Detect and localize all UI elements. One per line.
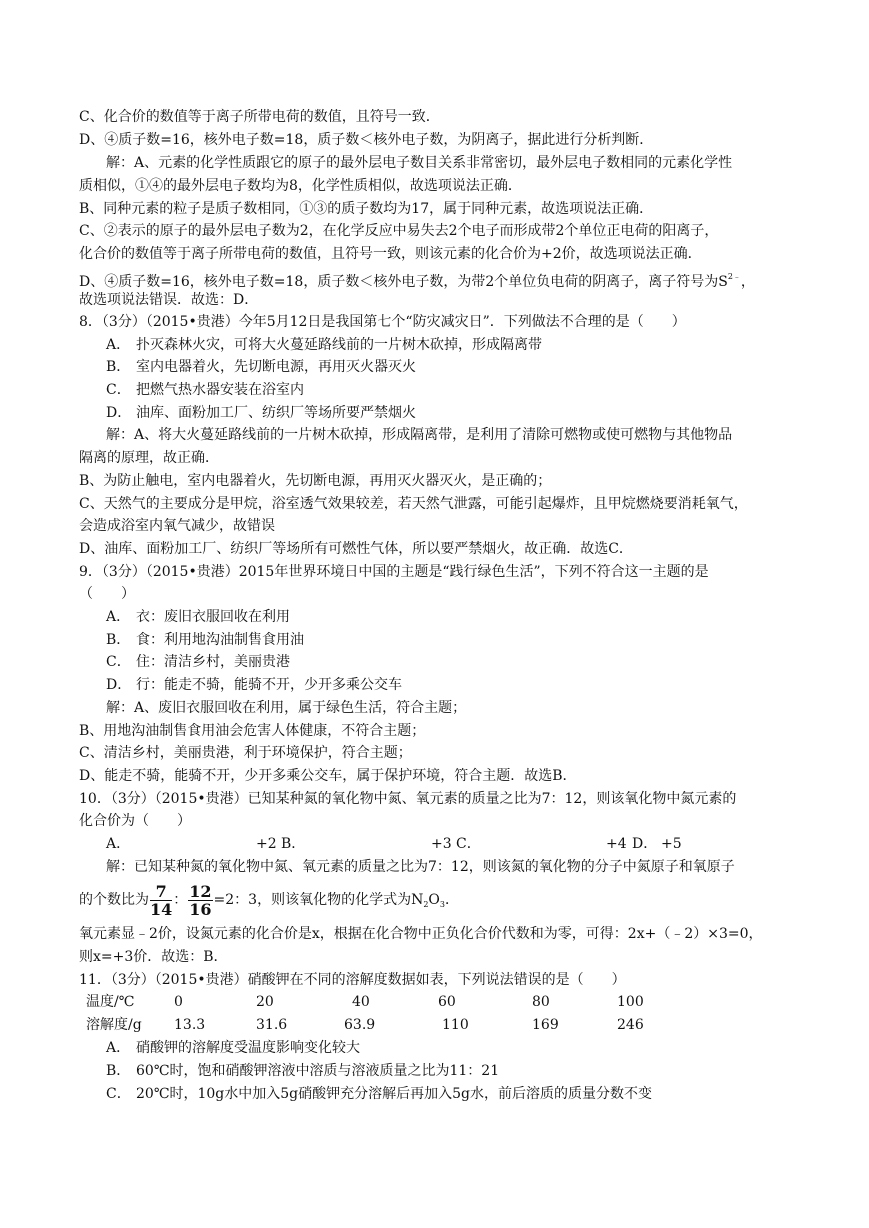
option-text: 行：能走不骑，能骑不开，少开多乘公交车 xyxy=(136,677,402,693)
option-letter: D． xyxy=(106,405,132,421)
q7-analysis-d: D、④质子数=16，核外电子数=18，质子数＜核外电子数，为阴离子，据此进行分析判断． xyxy=(79,132,654,148)
text-run: ： xyxy=(173,892,188,908)
q8-solution-line: 会造成浴室内氧气减少，故错误 xyxy=(79,518,275,534)
q8-option-a xyxy=(106,336,542,354)
q9-option-d xyxy=(106,676,402,694)
q7-solution-line: 化合价的数值等于离子所带电荷的数值，且符号一致，则该元素的化合价为+2价，故选项说法正确． xyxy=(79,246,702,262)
q7-analysis-c: C、化合价的数值等于离子所带电荷的数值，且符号一致． xyxy=(79,109,440,125)
q10-option-c-value: +4 xyxy=(606,836,627,852)
option-letter: C． xyxy=(106,654,131,670)
ion-charge-superscript: 2﹣ xyxy=(727,272,741,281)
fraction-7-14 xyxy=(150,883,172,918)
option-text: 把燃气热水器安装在浴室内 xyxy=(136,382,304,398)
table-cell: 31.6 xyxy=(256,1017,288,1033)
table-cell: 60 xyxy=(438,994,456,1010)
option-text: 衣：废旧衣服回收在利用 xyxy=(136,609,290,625)
q8-stem: 8．（3分）（2015•贵港）今年5月12日是我国第七个“防灾减灾日”．下列做法不合理的是（ ） xyxy=(79,314,686,330)
q9-option-c xyxy=(106,653,290,671)
table-cell: 0 xyxy=(174,994,183,1010)
q7-solution-line: C、②表示的原子的最外层电子数为2，在化学反应中易失去2个电子而形成带2个单位正电荷的阳离子， xyxy=(79,223,719,239)
q11-option-b xyxy=(106,1062,499,1080)
fraction-numerator: 7 xyxy=(150,883,172,901)
q10-option-b-letter: B． xyxy=(281,836,306,852)
q8-solution-line: B、为防止触电，室内电器着火，先切断电源，再用灭火器灭火，是正确的； xyxy=(79,473,552,489)
q9-option-a xyxy=(106,608,290,626)
fraction-denominator: 16 xyxy=(189,899,212,919)
table-cell: 40 xyxy=(352,994,370,1010)
option-letter: A． xyxy=(106,609,131,625)
option-letter: C． xyxy=(106,1086,131,1102)
q7-solution-line: 故选项说法错误．故选：D． xyxy=(79,292,259,308)
table-cell: 246 xyxy=(617,1017,644,1033)
fraction-numerator: 12 xyxy=(189,881,212,901)
text-run: D、④质子数=16，核外电子数=18，质子数＜核外电子数，为带2个单位负电荷的阴离子，离子符号为S xyxy=(79,274,728,290)
option-text: 室内电器着火，先切断电源，再用灭火器灭火 xyxy=(136,359,416,375)
q11-stem: 11．（3分）（2015•贵港）硝酸钾在不同的溶解度数据如表，下列说法错误的是（ ） xyxy=(79,972,626,988)
table-cell: 20 xyxy=(256,994,274,1010)
option-letter: A． xyxy=(106,1040,131,1056)
table-row-label-temperature: 温度/℃ xyxy=(86,994,135,1010)
q7-solution-line: 解：A、元素的化学性质跟它的原子的最外层电子数目关系非常密切，最外层电子数相同的元素化学性 xyxy=(106,155,733,171)
text-run: 的个数比为 xyxy=(79,892,149,908)
option-text: 60℃时，饱和硝酸钾溶液中溶质与溶液质量之比为11：21 xyxy=(136,1063,500,1079)
q8-solution-line: D、油库、面粉加工厂、纺织厂等场所有可燃性气体，所以要严禁烟火，故正确．故选C． xyxy=(79,541,633,557)
option-letter: C． xyxy=(106,382,131,398)
q10-solution-line: 氧元素显﹣2价，设氮元素的化合价是x，根据在化合物中正负化合价代数和为零，可得：2x+（﹣2）×3=0， xyxy=(79,926,763,942)
option-letter: D． xyxy=(106,677,132,693)
text-run: ， xyxy=(740,274,755,290)
text-run: =2：3，则该氧化物的化学式为N xyxy=(213,892,424,908)
q10-stem: 10．（3分）（2015•贵港）已知某种氮的氧化物中氮、氧元素的质量之比为7：12，则该氧化物中氮元素的 xyxy=(79,791,737,807)
fraction-12-16 xyxy=(188,883,212,918)
table-cell: 13.3 xyxy=(174,1017,206,1033)
q8-solution-line: 隔离的原理，故正确． xyxy=(79,450,219,466)
q9-stem: 9．（3分）（2015•贵港）2015年世界环境日中国的主题是“践行绿色生活”，下列不符合这一主题的是 xyxy=(79,564,709,580)
q10-option-a-value: +2 xyxy=(256,836,277,852)
q8-solution-line: C、天然气的主要成分是甲烷，浴室透气效果较差，若天然气泄露，可能引起爆炸，且甲烷燃烧要消耗氧气， xyxy=(79,496,748,512)
q10-stem: 化合价为（ ） xyxy=(79,813,191,829)
q7-solution-line: B、同种元素的粒子是质子数相同，①③的质子数均为17，属于同种元素，故选项说法正确． xyxy=(79,201,654,217)
formula-subscript: 3 xyxy=(439,900,445,909)
table-cell: 110 xyxy=(442,1017,469,1033)
q8-solution-line: 解：A、将大火蔓延路线前的一片树木砍掉，形成隔离带，是利用了清除可燃物或使可燃物与其他物品 xyxy=(106,427,733,443)
q10-option-c-letter: C． xyxy=(456,836,481,852)
q9-option-b xyxy=(106,631,304,649)
q10-solution-line: 解：已知某种氮的氧化物中氮、氧元素的质量之比为7：12，则该氮的氧化物的分子中氮原子和氧原子 xyxy=(106,859,735,875)
table-cell: 80 xyxy=(532,994,550,1010)
option-text: 硝酸钾的溶解度受温度影响变化较大 xyxy=(136,1040,360,1056)
q9-solution-line: 解：A、废旧衣服回收在利用，属于绿色生活，符合主题； xyxy=(106,700,467,716)
option-text: 食：利用地沟油制售食用油 xyxy=(136,632,304,648)
text-run: ． xyxy=(445,892,459,908)
q7-solution-line: 质相似，①④的最外层电子数均为8，化学性质相似，故选项说法正确． xyxy=(79,178,522,194)
table-cell: 63.9 xyxy=(344,1017,376,1033)
q10-option-b-value: +3 xyxy=(431,836,452,852)
q9-stem: （ ） xyxy=(79,586,135,602)
q9-solution-line: D、能走不骑，能骑不开，少开多乘公交车，属于保护环境，符合主题．故选B． xyxy=(79,768,577,784)
q8-option-d xyxy=(106,404,416,422)
q11-option-c xyxy=(106,1085,652,1103)
q8-option-c xyxy=(106,381,304,399)
q8-option-b xyxy=(106,358,416,376)
q10-solution-line xyxy=(79,880,459,920)
table-cell: 169 xyxy=(532,1017,559,1033)
option-text: 扑灭森林火灾，可将大火蔓延路线前的一片树木砍掉，形成隔离带 xyxy=(136,337,542,353)
option-text: 住：清洁乡村，美丽贵港 xyxy=(136,654,290,670)
q10-option-d-value: +5 xyxy=(661,836,682,852)
option-text: 油库、面粉加工厂、纺织厂等场所要严禁烟火 xyxy=(136,405,416,421)
q10-option-a-letter: A． xyxy=(106,836,131,852)
option-letter: B． xyxy=(106,632,131,648)
q9-solution-line: C、清洁乡村，美丽贵港，利于环境保护，符合主题； xyxy=(79,745,412,761)
table-cell: 100 xyxy=(617,994,644,1010)
q7-solution-line xyxy=(79,268,755,290)
text-run: O xyxy=(428,892,440,908)
option-letter: B． xyxy=(106,359,131,375)
option-text: 20℃时，10g水中加入5g硝酸钾充分溶解后再加入5g水，前后溶质的质量分数不变 xyxy=(136,1086,652,1102)
q11-option-a xyxy=(106,1039,360,1057)
fraction-denominator: 14 xyxy=(150,899,173,919)
option-letter: A． xyxy=(106,337,131,353)
table-row-label-solubility: 溶解度/g xyxy=(86,1017,142,1033)
q10-solution-line: 则x=+3价．故选：B． xyxy=(79,949,228,965)
formula-subscript: 2 xyxy=(423,900,429,909)
option-letter: B． xyxy=(106,1063,131,1079)
q9-solution-line: B、用地沟油制售食用油会危害人体健康，不符合主题； xyxy=(79,723,426,739)
q10-option-d-letter: D． xyxy=(632,836,658,852)
